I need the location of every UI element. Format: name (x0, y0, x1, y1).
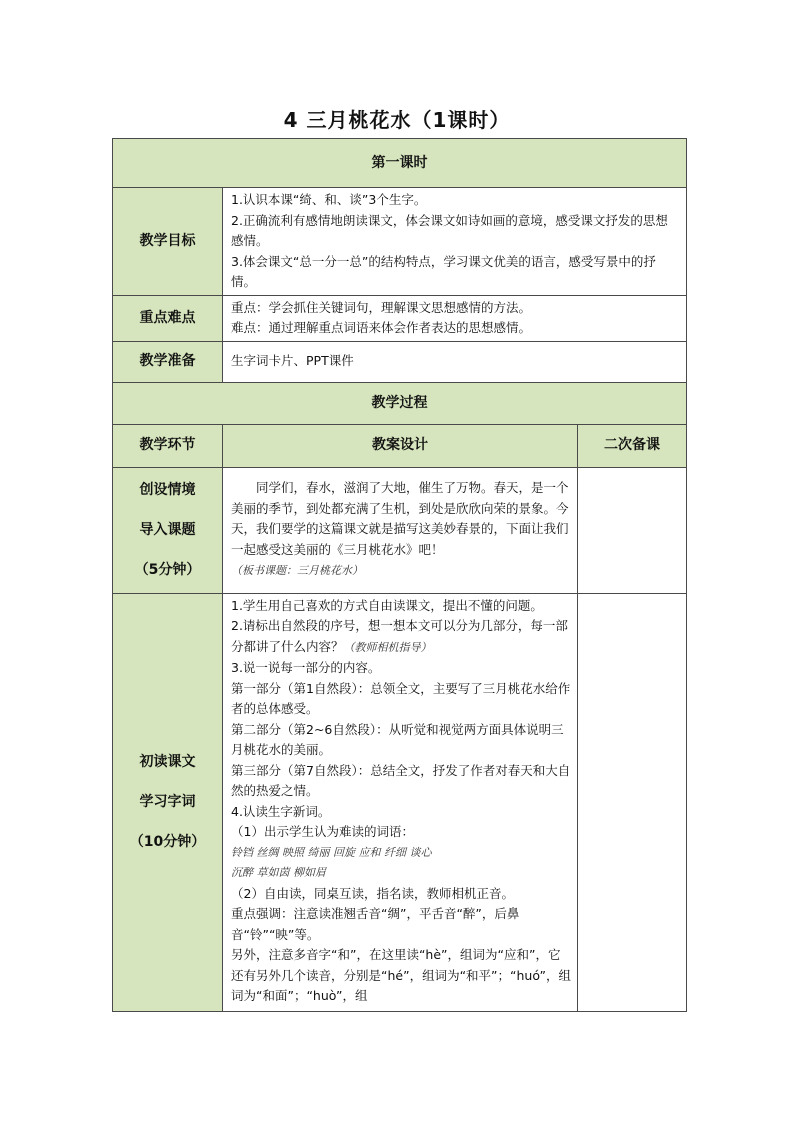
stage2-paragraph (231, 616, 571, 658)
stage2-paragraph: 4.认读生字新词。 (231, 803, 331, 819)
stage2-label-line: （10分钟） (129, 834, 206, 850)
stage1-notes (578, 467, 687, 593)
stage1-paragraph: 同学们，春水，滋润了大地，催生了万物。春天，是一个美丽的季节，到处都充满了生机，到处是欣欣向荣的景象。今天，我们要学的这篇课文就是描写这美妙春景的，下面让我们一起感受这美丽的《三月桃花水》吧！ (231, 480, 569, 557)
lesson-header: 第一课时 (113, 139, 687, 188)
stage2-label (113, 593, 223, 1011)
stage2-word-list: 沉醉 草如茵 柳如眉 (231, 866, 326, 879)
goals-row (113, 188, 687, 296)
column-header-notes: 二次备课 (578, 424, 687, 467)
key-point-item: 难点：通过理解重点词语来体会作者表达的思想感情。 (231, 320, 532, 335)
stage2-paragraph: 1.学生用自己喜欢的方式自由读课文，提出不懂的问题。 (231, 597, 543, 613)
goal-item: 1.认识本课“绮、和、谈”3个生字。 (231, 192, 427, 207)
stage2-notes (578, 593, 687, 1011)
key-points-content (223, 295, 687, 341)
key-points-row (113, 295, 687, 341)
preparation-label: 教学准备 (113, 341, 223, 382)
column-header-stage: 教学环节 (113, 424, 223, 467)
stage2-paragraph: 第二部分（第2~6自然段）：从听觉和视觉两方面具体说明三月桃花水的美丽。 (231, 721, 564, 757)
column-header-row (113, 424, 687, 467)
stage2-paragraph: 另外，注意多音字“和”，在这里读“hè”，组词为“应和”，它还有另外几个读音，分别是“hé”，组词为“和平”；“huó”，组词为“和面”；“huò”，组 (231, 947, 572, 1003)
goal-item: 2.正确流利有感情地朗读课文，体会课文如诗如画的意境，感受课文抒发的思想感情。 (231, 212, 668, 248)
stage2-paragraph: （2）自由读，同桌互读，指名读，教师相机正音。 (231, 885, 514, 901)
process-header: 教学过程 (113, 382, 687, 424)
process-header-row (113, 382, 687, 424)
stage1-label (113, 467, 223, 593)
lesson-header-row (113, 139, 687, 188)
goals-label: 教学目标 (113, 188, 223, 296)
preparation-content: 生字词卡片、PPT课件 (223, 341, 687, 382)
page-title: 4 三月桃花水（1课时） (283, 108, 511, 132)
stage2-word-list: 铃铛 丝绸 映照 绮丽 回旋 应和 纤细 谈心 (231, 845, 432, 859)
lesson-plan-table (112, 138, 687, 1012)
stage1-board-note: （板书课题：三月桃花水） (231, 564, 363, 578)
column-header-design: 教案设计 (223, 424, 578, 467)
key-points-label: 重点难点 (113, 295, 223, 341)
stage2-paragraph: 重点强调：注意读准翘舌音“绸”，平舌音“醉”，后鼻音“铃”“映”等。 (231, 906, 520, 942)
stage2-label-line: 初读课文 (139, 754, 196, 770)
stage1-text (231, 478, 571, 582)
stage1-design (223, 467, 578, 593)
key-point-item: 重点：学会抓住关键词句，理解课文思想感情的方法。 (231, 299, 532, 315)
stage2-teacher-note: （教师相机指导） (343, 640, 432, 654)
stage2-question: 2.请标出自然段的序号，想一想本文可以分为几部分，每一部分都讲了什么内容？ (231, 618, 568, 654)
stage2-row (113, 593, 687, 1011)
stage2-paragraph: 第三部分（第7自然段）：总结全文，抒发了作者对春天和大自然的热爱之情。 (231, 762, 571, 798)
stage2-paragraph: （1）出示学生认为难读的词语： (231, 824, 414, 839)
stage1-label-line: 导入课题 (139, 522, 196, 538)
goals-content (223, 188, 687, 296)
stage2-design (223, 593, 578, 1011)
stage1-label-line: 创设情境 (139, 482, 196, 498)
preparation-row (113, 341, 687, 382)
stage1-label-line: （5分钟） (134, 562, 201, 578)
stage2-paragraph: 3.说一说每一部分的内容。 (231, 660, 381, 675)
stage2-paragraph: 第一部分（第1自然段）：总领全文，主要写了三月桃花水给作者的总体感受。 (231, 680, 571, 716)
goal-item: 3.体会课文“总一分一总”的结构特点，学习课文优美的语言，感受写景中的抒情。 (231, 253, 656, 289)
stage2-label-line: 学习字词 (139, 794, 196, 810)
stage1-row (113, 467, 687, 593)
